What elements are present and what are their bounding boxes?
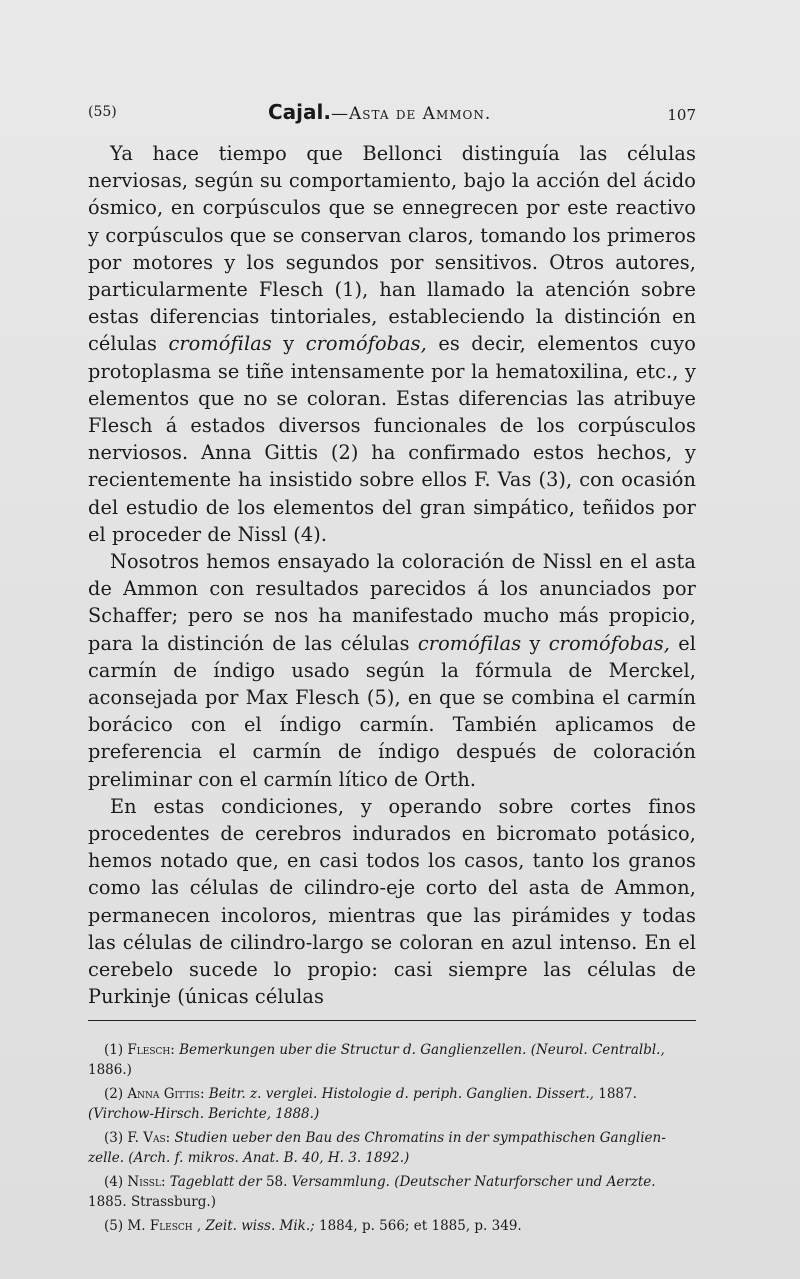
footnote-4-number: (4): [104, 1174, 124, 1190]
footnote-3-author: F. Vas:: [127, 1130, 171, 1146]
page-number: 107: [667, 106, 696, 124]
left-page-reference: (55): [88, 104, 117, 120]
body-text: [88, 140, 696, 1011]
footnote-2: [88, 1084, 698, 1124]
footnote-3-rest: zelle. (Arch. f. mikros. Anat. B. 40, H. 3. 1892.): [88, 1150, 410, 1166]
paragraph-1: [88, 140, 696, 548]
paragraph-1-text-c: es decir, elementos cuyo protoplasma se tiñe intensamente por la hematoxilina, etc., y elementos que no se coloran. Estas diferencias las atribuye Flesch á estados diversos funcionales de los corpúsculos nerviosos. Anna Gittis (2) ha confirmado estos hechos, y recientemente ha insistido sobre ellos F. Vas (3), con ocasión del estudio de los elementos del gran simpático, teñidos por el proceder de Nissl (4).: [88, 332, 696, 546]
footnote-4-mid: 58.: [265, 1174, 288, 1190]
footnote-4-work: Tageblatt der: [169, 1174, 262, 1190]
footnote-2-year: 1887.: [598, 1086, 637, 1102]
footnote-2-work: Beitr. z. verglei. Histologie d. periph. Ganglien. Dissert.,: [208, 1086, 594, 1102]
footnote-3-number: (3): [104, 1130, 124, 1146]
paragraph-2: [88, 548, 696, 793]
paragraph-3-text: En estas condiciones, y operando sobre cortes finos procedentes de cerebros indurados en bicromato potásico, hemos notado que, en casi todos los casos, tanto los granos como las células de cilindro-eje corto del asta de Ammon, permanecen incoloros, mientras que las pirámides y todas las células de cilindro-largo se coloran en azul intenso. En el cerebelo sucede lo propio: casi siempre las células de Purkinje (únicas células: [88, 794, 696, 1009]
footnote-4-rest: 1885. Strassburg.): [88, 1194, 216, 1210]
footnote-2-rest: (Virchow-Hirsch. Berichte, 1888.): [88, 1106, 320, 1122]
footnote-1-rest: 1886.): [88, 1062, 132, 1078]
footnotes: [88, 1040, 698, 1240]
paragraph-1-text-a: Ya hace tiempo que Bellonci distinguía las células nerviosas, según su comportamiento, bajo la acción del ácido ósmico, en corpúsculos que se ennegrecen por este reactivo y corpúsculos que se conservan claros, tomando los primeros por motores y los segundos por sensitivos. Otros autores, particularmente Flesch (1), han llamado la atención sobre estas diferencias tintoriales, estableciendo la distinción en células: [88, 142, 696, 356]
footnote-3-work: Studien ueber den Bau des Chromatins in der sympathischen Ganglien-: [174, 1130, 666, 1146]
footnote-1-work: Bemerkungen uber die Structur d. Ganglienzellen. (Neurol. Centralbl.,: [179, 1042, 665, 1058]
footnote-1-author: Flesch:: [127, 1042, 175, 1058]
running-head-author: Cajal.: [268, 100, 331, 124]
footnote-1: [88, 1040, 698, 1080]
paragraph-1-italic-a: cromófilas: [168, 332, 272, 356]
paragraph-2-italic-b: cromófobas,: [548, 631, 670, 655]
paragraph-3: [88, 793, 696, 1011]
footnote-5-author: M. Flesch ,: [127, 1218, 202, 1234]
footnote-5: [104, 1216, 698, 1236]
footnote-rule: [88, 1020, 696, 1021]
footnote-2-number: (2): [104, 1086, 124, 1102]
footnote-1-number: (1): [104, 1042, 124, 1058]
paragraph-2-text-b: y: [521, 631, 549, 655]
footnote-4-author: Nissl:: [127, 1174, 166, 1190]
footnote-4-work2: Versammlung. (Deutscher Naturforscher und Aerzte.: [291, 1174, 656, 1190]
paragraph-2-italic-a: cromófilas: [417, 631, 522, 655]
running-head-title: Asta de Ammon.: [348, 104, 492, 124]
footnote-3: [88, 1128, 698, 1168]
running-head-dash: —: [330, 104, 349, 124]
paragraph-1-italic-b: cromófobas,: [305, 332, 427, 356]
footnote-5-number: (5): [104, 1218, 124, 1234]
running-head: [268, 100, 491, 124]
footnote-5-work: Zeit. wiss. Mik.;: [205, 1218, 315, 1234]
footnote-4: [88, 1172, 698, 1212]
paragraph-2-text-a: Nosotros hemos ensayado la coloración de Nissl en el asta de Ammon con resultados parecidos á los anunciados por Schaffer; pero se nos ha manifestado mucho más propicio, para la distinción de las células: [88, 550, 696, 655]
footnote-5-rest: 1884, p. 566; et 1885, p. 349.: [319, 1218, 522, 1234]
footnote-2-author: Anna Gittis:: [127, 1086, 205, 1102]
page-header: [88, 100, 696, 130]
paragraph-2-text-c: el carmín de índigo usado según la fórmula de Merckel, aconsejada por Max Flesch (5), en que se combina el carmín borácico con el índigo carmín. También aplicamos de preferencia el carmín de índigo después de coloración preliminar con el carmín lítico de Orth.: [88, 631, 696, 791]
paragraph-1-text-b: y: [271, 332, 306, 356]
